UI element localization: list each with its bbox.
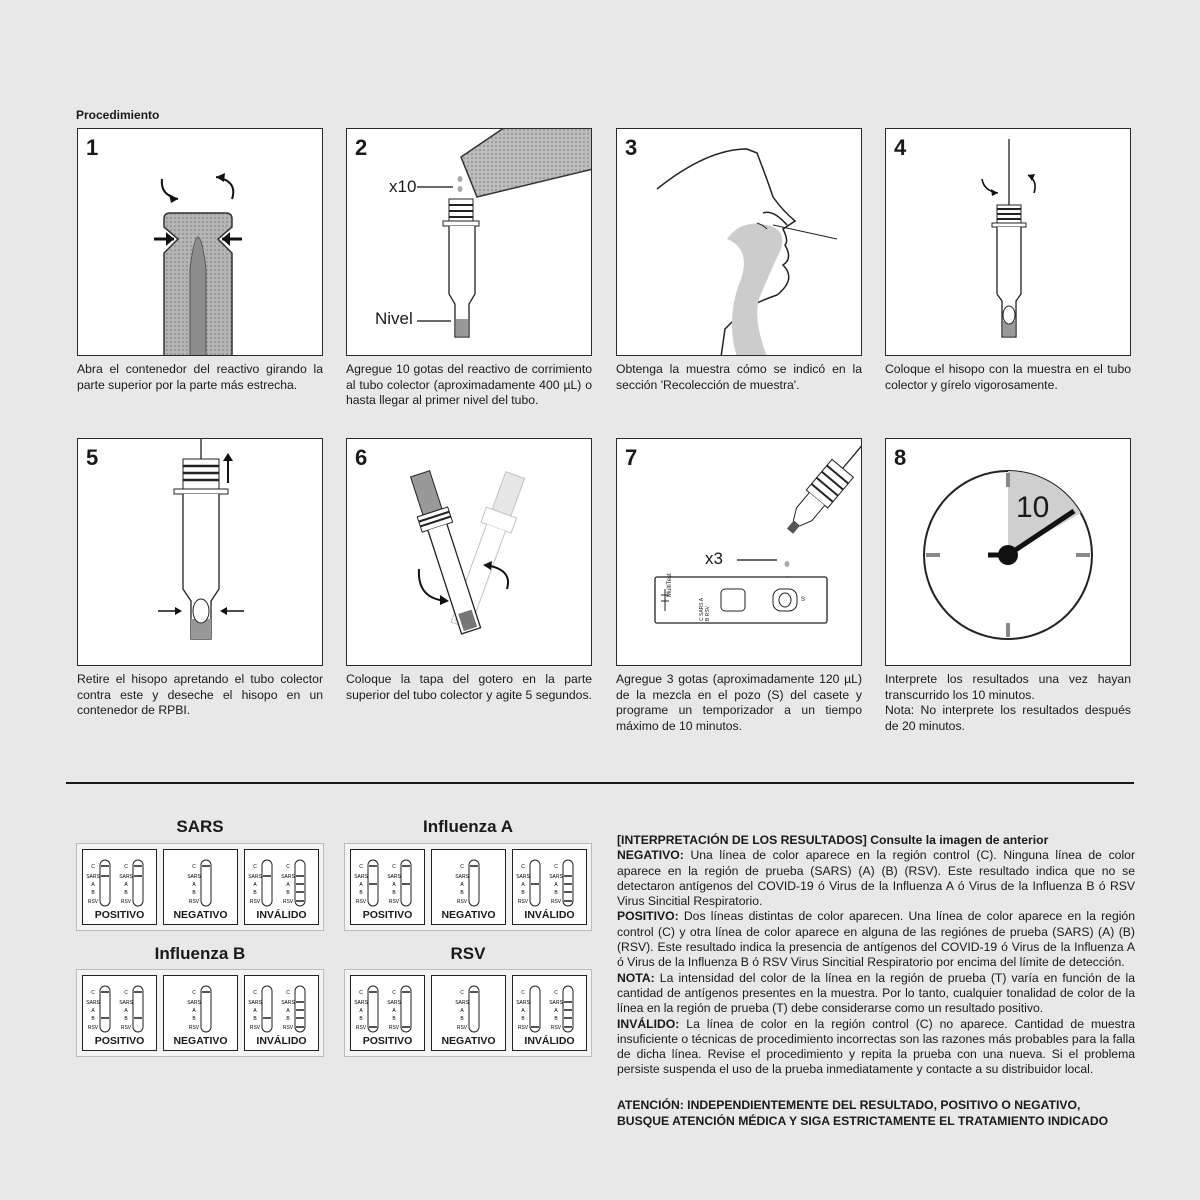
- svg-text:SARS: SARS: [86, 1000, 100, 1006]
- positivo-label: POSITIVO:: [617, 909, 679, 924]
- svg-text:C: C: [91, 864, 95, 870]
- svg-text:C: C: [253, 864, 257, 870]
- svg-text:SARS: SARS: [354, 1000, 368, 1006]
- result-label: INVÁLIDO: [256, 1035, 307, 1047]
- step-description: Coloque la tapa del gotero en la parte superior del tubo colector y agite 5 segundos.: [346, 672, 592, 702]
- svg-text:B: B: [359, 890, 363, 896]
- step-7-illustration: [616, 438, 862, 666]
- svg-text:RSV: RSV: [188, 899, 200, 905]
- step-3: [616, 128, 862, 393]
- svg-text:A: A: [521, 1008, 525, 1014]
- step-2-illustration: [346, 128, 592, 356]
- svg-text:B: B: [554, 890, 558, 896]
- svg-text:A: A: [460, 882, 464, 888]
- result-title-rsv: RSV: [450, 944, 486, 963]
- svg-text:A: A: [253, 1008, 257, 1014]
- svg-text:SARS: SARS: [86, 874, 100, 880]
- svg-text:SARS: SARS: [187, 1000, 201, 1006]
- svg-text:A: A: [359, 1008, 363, 1014]
- result-group-influenza-b: [76, 969, 324, 1057]
- svg-text:RSV: RSV: [550, 1025, 562, 1031]
- svg-text:C: C: [91, 990, 95, 996]
- svg-text:RSV: RSV: [282, 1025, 294, 1031]
- step-6: [346, 438, 592, 703]
- step-4: [885, 128, 1131, 393]
- svg-text:B: B: [253, 1016, 257, 1022]
- result-card-negative: [163, 849, 238, 925]
- svg-text:C: C: [554, 864, 558, 870]
- svg-text:SARS: SARS: [387, 874, 401, 880]
- svg-text:C: C: [460, 990, 464, 996]
- nota-text: La intensidad del color de la línea en la región de prueba (T) varía en función de la cantidad de antígenos presentes en la muestra. Por lo tanto, cualquier tonalidad de color de la línea en la región de prueba (T) debe considerarse como un resultado positivo.: [617, 970, 1135, 1016]
- result-card-negative: [431, 975, 506, 1051]
- svg-text:B: B: [124, 890, 128, 896]
- svg-text:RSV: RSV: [120, 899, 132, 905]
- svg-text:B: B: [192, 1016, 196, 1022]
- invalido-label: INVÁLIDO:: [617, 1016, 680, 1031]
- result-label: POSITIVO: [362, 909, 413, 921]
- svg-text:C: C: [554, 990, 558, 996]
- svg-text:SARS: SARS: [119, 874, 133, 880]
- svg-text:B: B: [286, 1016, 290, 1022]
- step-number: 1: [86, 135, 99, 160]
- step-1: [77, 128, 323, 393]
- result-card-negative: [431, 849, 506, 925]
- step-number: 4: [894, 135, 907, 160]
- result-group-rsv: [344, 969, 592, 1057]
- interpretation-text: [617, 833, 1135, 1078]
- result-label: INVÁLIDO: [524, 1035, 575, 1047]
- result-card-positive: [350, 849, 425, 925]
- step-description: Coloque el hisopo con la muestra en el tubo colector y gírelo vigorosamente.: [885, 362, 1131, 392]
- result-title-sars: SARS: [176, 817, 224, 836]
- svg-text:SARS: SARS: [248, 874, 262, 880]
- result-title-influenza-b: Influenza B: [154, 944, 246, 963]
- step-7: [616, 438, 862, 734]
- dropper-tube-illustration: [347, 129, 592, 356]
- svg-text:RSV: RSV: [249, 899, 261, 905]
- svg-text:SARS: SARS: [455, 1000, 469, 1006]
- svg-text:C: C: [460, 864, 464, 870]
- svg-text:B: B: [392, 890, 396, 896]
- svg-text:B: B: [124, 1016, 128, 1022]
- svg-text:A: A: [286, 882, 290, 888]
- svg-text:C: C: [521, 990, 525, 996]
- swab-in-tube-illustration: [886, 129, 1131, 356]
- svg-text:C: C: [253, 990, 257, 996]
- drops-label: x3: [705, 549, 723, 568]
- svg-text:B: B: [521, 890, 525, 896]
- svg-text:RSV: RSV: [456, 899, 468, 905]
- svg-text:A: A: [192, 882, 196, 888]
- svg-text:C: C: [521, 864, 525, 870]
- svg-text:RSV: RSV: [517, 899, 529, 905]
- svg-text:A: A: [359, 882, 363, 888]
- level-label: Nivel: [375, 309, 413, 328]
- step-4-illustration: [885, 128, 1131, 356]
- cassette-dropper-illustration: [617, 439, 862, 666]
- step-number: 8: [894, 445, 907, 470]
- svg-text:C: C: [286, 990, 290, 996]
- reagent-container-illustration: [78, 129, 323, 356]
- svg-text:SARS: SARS: [387, 1000, 401, 1006]
- nota-label: NOTA:: [617, 970, 655, 985]
- step-number: 5: [86, 445, 99, 470]
- svg-text:SARS: SARS: [455, 874, 469, 880]
- svg-text:B: B: [192, 890, 196, 896]
- svg-text:SARS: SARS: [248, 1000, 262, 1006]
- result-card-invalid: [244, 975, 319, 1051]
- svg-text:C: C: [359, 864, 363, 870]
- interpretation-heading: [INTERPRETACIÓN DE LOS RESULTADOS] Consulte la imagen de anterior: [617, 833, 1049, 847]
- result-card-positive: [82, 975, 157, 1051]
- drops-label: x10: [389, 177, 417, 196]
- svg-text:RSV: RSV: [87, 1025, 99, 1031]
- result-group-influenza-a: [344, 843, 592, 931]
- invalido-text: La línea de color en la región control (C) no aparece. Cantidad de muestra insuficiente o técnicas de procedimiento incorrectas son las razones más probables para la falla de dicha línea. Revise el procedimiento y repita la prueba con una nueva. Si el problema persiste suspenda el uso de la prueba inmediatamente y contacte a su distribuidor local.: [617, 1016, 1135, 1077]
- shake-tube-illustration: [347, 439, 592, 666]
- svg-text:RSV: RSV: [249, 1025, 261, 1031]
- svg-text:B: B: [253, 890, 257, 896]
- step-description: Interprete los resultados una vez hayan transcurrido los 10 minutos. Nota: No interprete los resultados después de 20 minutos.: [885, 672, 1131, 733]
- result-label: NEGATIVO: [173, 909, 228, 921]
- svg-text:SARS: SARS: [516, 874, 530, 880]
- svg-text:SARS: SARS: [516, 1000, 530, 1006]
- step-number: 2: [355, 135, 368, 160]
- svg-text:SARS: SARS: [187, 874, 201, 880]
- svg-text:A: A: [392, 882, 396, 888]
- step-3-illustration: [616, 128, 862, 356]
- result-label: NEGATIVO: [441, 1035, 496, 1047]
- step-6-illustration: [346, 438, 592, 666]
- svg-text:RSV: RSV: [550, 899, 562, 905]
- svg-text:A: A: [286, 1008, 290, 1014]
- step-1-illustration: [77, 128, 323, 356]
- cassette-well-label: S: [801, 597, 806, 603]
- svg-text:C: C: [124, 990, 128, 996]
- step-2: [346, 128, 592, 409]
- svg-text:C: C: [359, 990, 363, 996]
- svg-text:B: B: [359, 1016, 363, 1022]
- result-label: NEGATIVO: [441, 909, 496, 921]
- negativo-label: NEGATIVO:: [617, 848, 684, 863]
- step-5-illustration: [77, 438, 323, 666]
- step-description: Abra el contenedor del reactivo girando la parte superior por la parte más estrecha.: [77, 362, 323, 392]
- svg-text:C: C: [124, 864, 128, 870]
- svg-text:A: A: [554, 1008, 558, 1014]
- step-description: Retire el hisopo apretando el tubo colector contra este y deseche el hisopo en un contenedor de RPBI.: [77, 672, 323, 717]
- svg-text:RSV: RSV: [388, 1025, 400, 1031]
- result-label: POSITIVO: [94, 909, 145, 921]
- svg-text:RSV: RSV: [388, 899, 400, 905]
- svg-text:RSV: RSV: [355, 899, 367, 905]
- svg-text:C: C: [392, 864, 396, 870]
- result-card-invalid: [244, 849, 319, 925]
- result-label: POSITIVO: [362, 1035, 413, 1047]
- svg-text:SARS: SARS: [281, 1000, 295, 1006]
- svg-text:B: B: [521, 1016, 525, 1022]
- svg-text:C: C: [286, 864, 290, 870]
- step-number: 7: [625, 445, 638, 470]
- result-group-sars: [76, 843, 324, 931]
- svg-text:B: B: [91, 890, 95, 896]
- svg-text:SARS: SARS: [119, 1000, 133, 1006]
- step-8: [885, 438, 1131, 734]
- svg-text:RSV: RSV: [517, 1025, 529, 1031]
- svg-text:RSV: RSV: [188, 1025, 200, 1031]
- svg-text:B: B: [460, 1016, 464, 1022]
- svg-text:B: B: [392, 1016, 396, 1022]
- result-label: POSITIVO: [94, 1035, 145, 1047]
- svg-text:C: C: [192, 864, 196, 870]
- svg-text:A: A: [460, 1008, 464, 1014]
- step-5: [77, 438, 323, 719]
- negativo-text: Una línea de color aparece en la región control (C). Ninguna línea de color aparece en la región de prueba (SARS) (A) (B) (RSV). Este resultado indica que no se detectaron antígenos del COVID-19 ó Virus de la Influenza A ó Virus de la Influenza B ó RSV Virus Sincitial Respiratorio.: [617, 848, 1135, 909]
- cassette-brand: MultiTest: [667, 573, 673, 597]
- svg-text:SARS: SARS: [354, 874, 368, 880]
- remove-swab-illustration: [78, 439, 323, 666]
- step-description: Obtenga la muestra cómo se indicó en la sección 'Recolección de muestra'.: [616, 362, 862, 392]
- attention-notice: ATENCIÓN: INDEPENDIENTEMENTE DEL RESULTADO, POSITIVO O NEGATIVO, BUSQUE ATENCIÓN MÉDICA Y SIGA ESTRICTAMENTE EL TRATAMIENTO INDICADO: [617, 1098, 1109, 1128]
- svg-text:RSV: RSV: [456, 1025, 468, 1031]
- positivo-text: Dos líneas distintas de color aparecen. Una línea de color aparece en la región control (C) y otra línea de color aparece en alguna de las regiónes de prueba (SARS) (A) (B) (RSV). Este resultado indica la presencia de antígenos del COVID-19 ó Virus de la Influenza A ó Virus de la Influenza B ó RSV Virus Sincitial Respiratorio por encima del límite de detección.: [617, 909, 1135, 970]
- svg-text:A: A: [91, 882, 95, 888]
- svg-text:A: A: [253, 882, 257, 888]
- svg-text:RSV: RSV: [120, 1025, 132, 1031]
- svg-text:A: A: [192, 1008, 196, 1014]
- step-number: 3: [625, 135, 638, 160]
- timer-label: 10: [1016, 491, 1050, 524]
- step-8-illustration: [885, 438, 1131, 666]
- result-card-invalid: [512, 849, 587, 925]
- svg-text:A: A: [554, 882, 558, 888]
- svg-text:B: B: [286, 890, 290, 896]
- svg-text:A: A: [521, 882, 525, 888]
- result-label: INVÁLIDO: [256, 909, 307, 921]
- cassette-lines: C SARS A B RSV: [699, 598, 711, 621]
- svg-text:B: B: [554, 1016, 558, 1022]
- svg-text:RSV: RSV: [355, 1025, 367, 1031]
- result-card-positive: [82, 849, 157, 925]
- section-divider: [66, 782, 1134, 784]
- svg-text:SARS: SARS: [549, 874, 563, 880]
- svg-text:SARS: SARS: [549, 1000, 563, 1006]
- result-card-negative: [163, 975, 238, 1051]
- result-label: NEGATIVO: [173, 1035, 228, 1047]
- step-number: 6: [355, 445, 368, 470]
- result-label: INVÁLIDO: [524, 909, 575, 921]
- result-card-positive: [350, 975, 425, 1051]
- svg-text:C: C: [192, 990, 196, 996]
- svg-text:A: A: [91, 1008, 95, 1014]
- timer-illustration: [886, 439, 1131, 666]
- svg-text:B: B: [91, 1016, 95, 1022]
- svg-text:RSV: RSV: [282, 899, 294, 905]
- section-title: Procedimiento: [76, 108, 160, 122]
- svg-text:A: A: [392, 1008, 396, 1014]
- nasal-swab-illustration: [617, 129, 862, 356]
- result-title-influenza-a: Influenza A: [422, 817, 514, 836]
- svg-text:SARS: SARS: [281, 874, 295, 880]
- step-description: Agregue 10 gotas del reactivo de corrimiento al tubo colector (aproximadamente 400 µL) o hasta llegar al primer nivel del tubo.: [346, 362, 592, 407]
- svg-text:A: A: [124, 1008, 128, 1014]
- svg-text:B: B: [460, 890, 464, 896]
- result-card-invalid: [512, 975, 587, 1051]
- svg-text:A: A: [124, 882, 128, 888]
- step-description: Agregue 3 gotas (aproximadamente 120 µL) de la mezcla en el pozo (S) del casete y programe un temporizador a un tiempo máximo de 10 minutos.: [616, 672, 862, 733]
- svg-text:C: C: [392, 990, 396, 996]
- svg-text:RSV: RSV: [87, 899, 99, 905]
